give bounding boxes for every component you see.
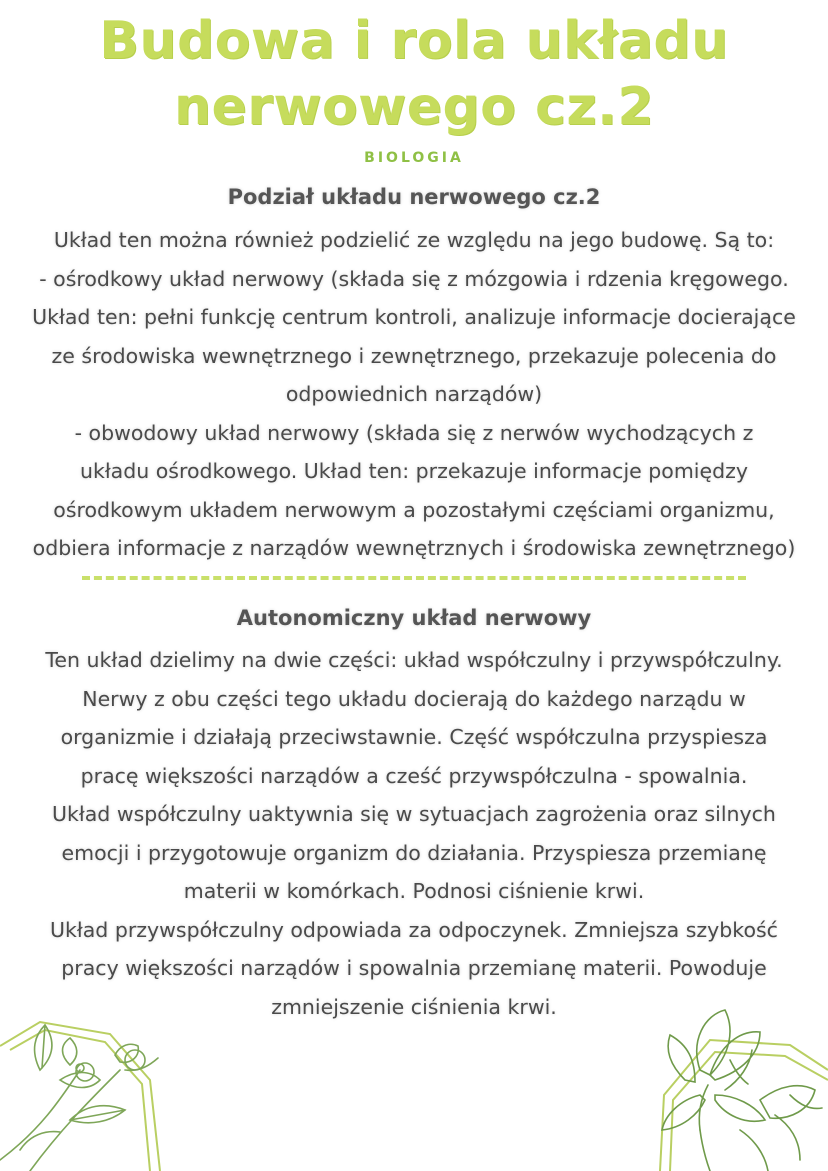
section2-heading: Autonomiczny układ nerwowy xyxy=(236,606,592,630)
section1-line: ośrodkowym układem nerwowym a pozostałymi częściami organizmu, xyxy=(53,497,775,522)
section1-line: ze środowiska wewnętrznego i zewnętrznego, przekazuje polecenia do xyxy=(51,343,777,368)
section2-line: Układ współczulny uaktywnia się w sytuacjach zagrożenia oraz silnych xyxy=(52,802,776,826)
section2-text xyxy=(4,641,824,1026)
section1-line: - obwodowy układ nerwowy (składa się z nerwów wychodzących z xyxy=(74,420,754,445)
section1-line: Układ ten można również podzielić ze względu na jego budowę. Są to: xyxy=(53,228,775,252)
section1-heading: Podział układu nerwowego cz.2 xyxy=(227,185,601,209)
section2-line: Ten układ dzielimy na dwie części: układ współczulny i przywspółczulny. xyxy=(45,648,783,672)
title-line-2: nerwowego cz.2 xyxy=(173,77,655,137)
section1-line: odpowiednich narządów) xyxy=(285,382,543,406)
section1-line: - ośrodkowy układ nerwowy (składa się z mózgowia i rdzenia kręgowego. xyxy=(39,266,789,291)
section1-line: odbiera informacje z narządów wewnętrznych i środowiska zewnętrznego) xyxy=(32,536,796,560)
section2-line: emocji i przygotowuje organizm do działania. Przyspiesza przemianę xyxy=(61,840,767,865)
section1-line: Układ ten: pełni funkcję centrum kontroli, analizuje informacje docierające xyxy=(32,305,796,329)
section2-line: Nerwy z obu części tego układu docierają do każdego narządu w xyxy=(82,686,746,711)
section1-line: układu ośrodkowego. Układ ten: przekazuje informacje pomiędzy xyxy=(79,459,749,483)
section-divider xyxy=(82,576,746,580)
section2-line: materii w komórkach. Podnosi ciśnienie krwi. xyxy=(183,879,645,903)
floral-right-icon xyxy=(640,1000,828,1171)
floral-left-icon xyxy=(0,1010,200,1171)
subject-label: BIOLOGIA xyxy=(364,150,464,166)
section2-line: organizmie i działają przeciwstawnie. Część współczulna przyspiesza xyxy=(60,725,768,749)
section2-line: pracy większości narządów i spowalnia przemianę materii. Powoduje xyxy=(61,956,767,980)
title-line-1: Budowa i rola układu xyxy=(99,11,729,71)
section2-line: Układ przywspółczulny odpowiada za odpoczynek. Zmniejsza szybkość xyxy=(50,917,778,942)
section1-text xyxy=(4,221,824,568)
page-title xyxy=(0,8,828,140)
section2-line: pracę większości narządów a cześć przywspółczulna - spowalnia. xyxy=(80,763,748,788)
section2-line: zmniejszenie ciśnienia krwi. xyxy=(271,994,557,1019)
